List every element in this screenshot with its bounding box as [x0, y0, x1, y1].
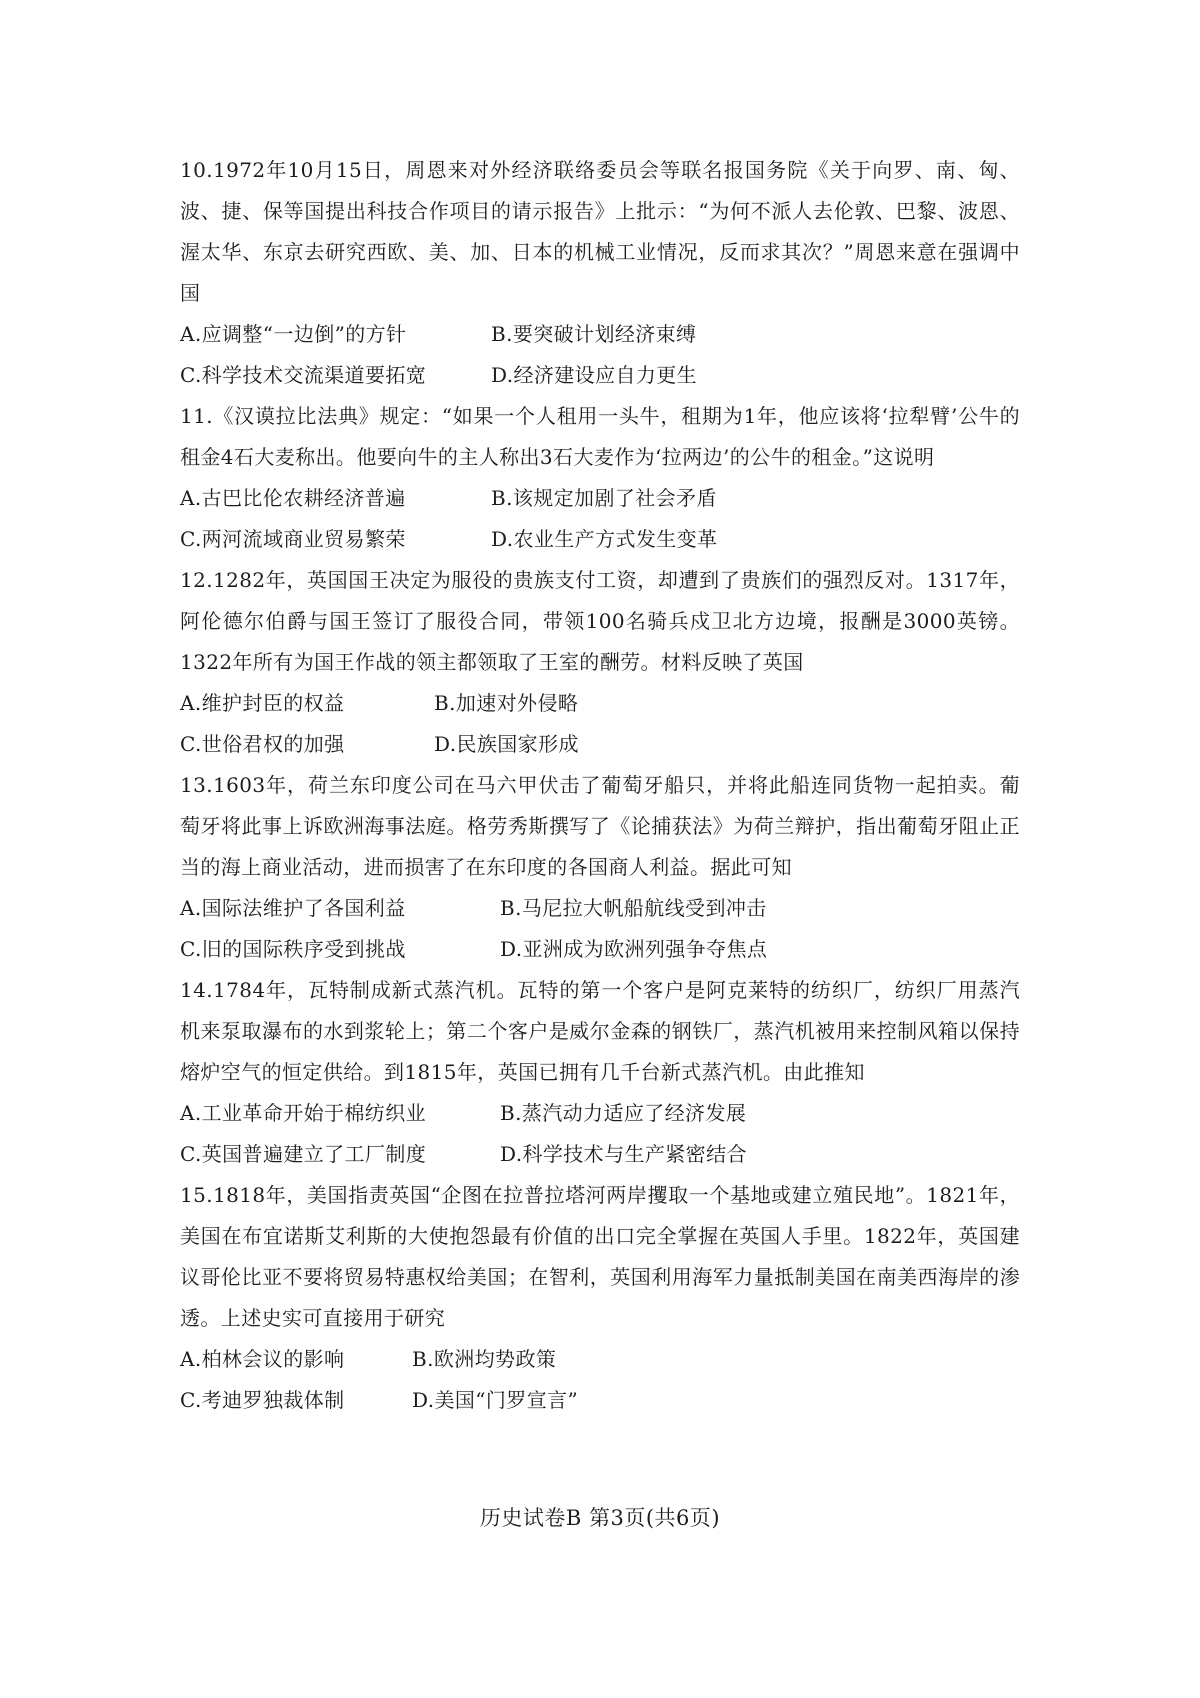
option-row: [180, 1339, 1020, 1380]
option-a: A.维护封臣的权益: [180, 691, 345, 715]
option-a: A.工业革命开始于棉纺织业: [180, 1101, 427, 1125]
question-stem: 13.1603年，荷兰东印度公司在马六甲伏击了葡萄牙船只，并将此船连同货物一起拍卖。葡萄牙将此事上诉欧洲海事法庭。格劳秀斯撰写了《论捕获法》为荷兰辩护，指出葡萄牙阻止正当的海上商业活动，进而损害了在东印度的各国商人利益。据此可知: [180, 773, 1020, 879]
question-13: [180, 765, 1020, 970]
option-b: B.该规定加剧了社会矛盾: [491, 486, 717, 510]
question-14: [180, 970, 1020, 1175]
option-d: D.亚洲成为欧洲列强争夺焦点: [500, 937, 768, 961]
option-row: [180, 683, 1020, 724]
option-row: [180, 1380, 1020, 1421]
question-stem: 15.1818年，美国指责英国“企图在拉普拉塔河两岸攫取一个基地或建立殖民地”。1821年，美国在布宜诺斯艾利斯的大使抱怨最有价值的出口完全掌握在英国人手里。1822年，英国建议哥伦比亚不要将贸易特惠权给美国；在智利，英国利用海军力量抵制美国在南美西海岸的渗透。上述史实可直接用于研究: [180, 1183, 1020, 1330]
option-row: [180, 1093, 1020, 1134]
question-15: [180, 1175, 1020, 1421]
question-stem: 12.1282年，英国国王决定为服役的贵族支付工资，却遭到了贵族们的强烈反对。1317年，阿伦德尔伯爵与国王签订了服役合同，带领100名骑兵戍卫北方边境，报酬是3000英镑。1322年所有为国王作战的领主都领取了王室的酬劳。材料反映了英国: [180, 568, 1020, 674]
question-12: [180, 560, 1020, 765]
option-c: C.旧的国际秩序受到挑战: [180, 937, 406, 961]
option-d: D.农业生产方式发生变革: [491, 527, 718, 551]
option-a: A.古巴比伦农耕经济普遍: [180, 486, 406, 510]
option-b: B.欧洲均势政策: [412, 1347, 557, 1371]
option-c: C.英国普遍建立了工厂制度: [180, 1142, 427, 1166]
option-b: B.加速对外侵略: [434, 691, 579, 715]
option-c: C.科学技术交流渠道要拓宽: [180, 363, 427, 387]
option-row: [180, 519, 1020, 560]
option-a: A.柏林会议的影响: [180, 1347, 345, 1371]
option-d: D.民族国家形成: [434, 732, 579, 756]
question-stem: 10.1972年10月15日，周恩来对外经济联络委员会等联名报国务院《关于向罗、南、匈、波、捷、保等国提出科技合作项目的请示报告》上批示：“为何不派人去伦敦、巴黎、波恩、渥太华、东京去研究西欧、美、加、日本的机械工业情况，反而求其次？”周恩来意在强调中国: [180, 158, 1020, 305]
option-b: B.马尼拉大帆船航线受到冲击: [500, 896, 767, 920]
option-c: C.世俗君权的加强: [180, 732, 345, 756]
option-b: B.要突破计划经济束缚: [491, 322, 697, 346]
question-10: [180, 150, 1020, 396]
option-d: D.科学技术与生产紧密结合: [500, 1142, 747, 1166]
option-row: [180, 314, 1020, 355]
option-row: [180, 478, 1020, 519]
question-stem: 14.1784年，瓦特制成新式蒸汽机。瓦特的第一个客户是阿克莱特的纺织厂，纺织厂用蒸汽机来泵取瀑布的水到浆轮上；第二个客户是威尔金森的钢铁厂，蒸汽机被用来控制风箱以保持熔炉空气的恒定供给。到1815年，英国已拥有几千台新式蒸汽机。由此推知: [180, 978, 1020, 1084]
option-row: [180, 724, 1020, 765]
option-d: D.经济建设应自力更生: [491, 363, 698, 387]
option-c: C.考迪罗独裁体制: [180, 1388, 345, 1412]
question-list: [180, 150, 1020, 1421]
option-row: [180, 929, 1020, 970]
option-row: [180, 355, 1020, 396]
option-a: A.应调整“一边倒”的方针: [180, 322, 407, 346]
option-c: C.两河流域商业贸易繁荣: [180, 527, 406, 551]
option-a: A.国际法维护了各国利益: [180, 896, 406, 920]
option-b: B.蒸汽动力适应了经济发展: [500, 1101, 747, 1125]
option-row: [180, 888, 1020, 929]
question-11: [180, 396, 1020, 560]
page-footer: 历史试卷B 第3页(共6页): [479, 1506, 721, 1530]
option-d: D.美国“门罗宣言”: [412, 1388, 579, 1412]
option-row: [180, 1134, 1020, 1175]
question-stem: 11.《汉谟拉比法典》规定：“如果一个人租用一头牛，租期为1年，他应该将‘拉犁臂’公牛的租金4石大麦称出。他要向牛的主人称出3石大麦作为‘拉两边’的公牛的租金。”这说明: [180, 404, 1020, 469]
